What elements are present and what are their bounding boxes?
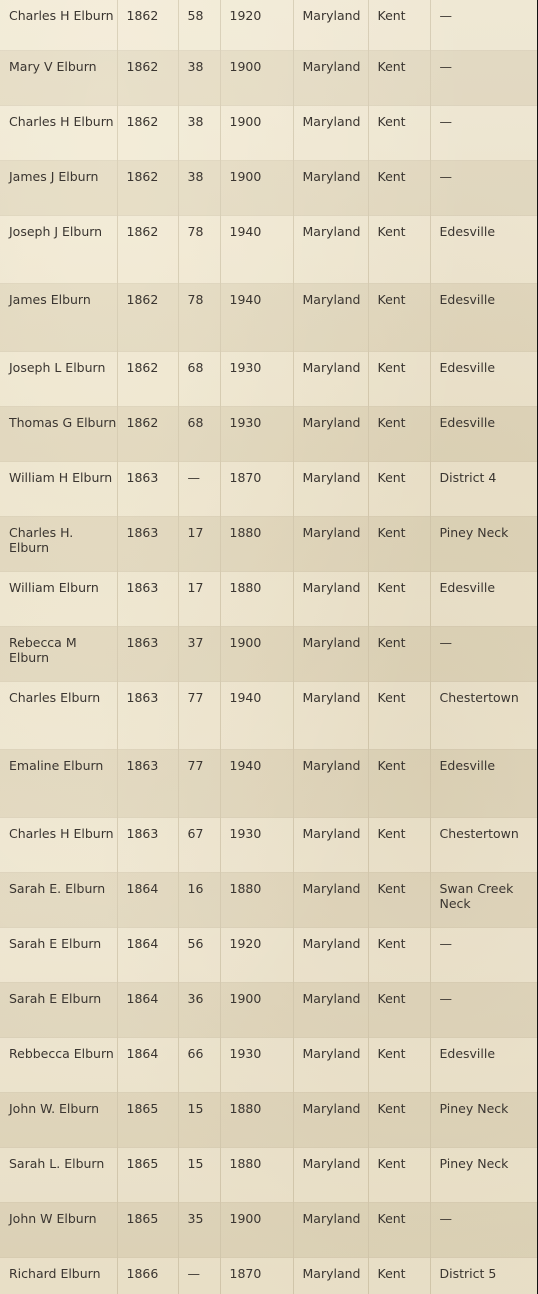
- name-cell: William H Elburn: [0, 462, 117, 517]
- place-cell: Edesville: [430, 407, 537, 462]
- state-cell: Maryland: [293, 682, 368, 750]
- state-cell: Maryland: [293, 517, 368, 572]
- age-cell: 66: [178, 1038, 220, 1093]
- birth-year-cell: 1862: [117, 106, 178, 161]
- birth-year-cell: 1862: [117, 284, 178, 352]
- place-cell: —: [430, 983, 537, 1038]
- place-cell: Piney Neck: [430, 1093, 537, 1148]
- county-cell: Kent: [368, 284, 430, 352]
- table-row[interactable]: [0, 517, 537, 572]
- county-cell: Kent: [368, 106, 430, 161]
- census-year-cell: 1940: [220, 750, 293, 818]
- census-year-cell: 1940: [220, 216, 293, 284]
- county-cell: Kent: [368, 627, 430, 682]
- census-year-cell: 1880: [220, 517, 293, 572]
- place-cell: Piney Neck: [430, 1148, 537, 1203]
- state-cell: Maryland: [293, 161, 368, 216]
- state-cell: Maryland: [293, 572, 368, 627]
- table-row[interactable]: [0, 161, 537, 216]
- place-cell: —: [430, 928, 537, 983]
- age-cell: 16: [178, 873, 220, 928]
- place-cell: —: [430, 627, 537, 682]
- table-row[interactable]: [0, 106, 537, 161]
- table-row[interactable]: [0, 1093, 537, 1148]
- state-cell: Maryland: [293, 983, 368, 1038]
- county-cell: Kent: [368, 1203, 430, 1258]
- age-cell: 17: [178, 517, 220, 572]
- place-cell: Edesville: [430, 352, 537, 407]
- age-cell: 38: [178, 51, 220, 106]
- county-cell: Kent: [368, 517, 430, 572]
- age-cell: —: [178, 462, 220, 517]
- birth-year-cell: 1864: [117, 928, 178, 983]
- census-year-cell: 1900: [220, 51, 293, 106]
- census-year-cell: 1920: [220, 0, 293, 51]
- table-row[interactable]: [0, 216, 537, 284]
- table-row[interactable]: [0, 818, 537, 873]
- place-cell: Chestertown: [430, 682, 537, 750]
- name-cell: Sarah E Elburn: [0, 928, 117, 983]
- age-cell: 36: [178, 983, 220, 1038]
- birth-year-cell: 1864: [117, 873, 178, 928]
- name-cell: John W Elburn: [0, 1203, 117, 1258]
- census-year-cell: 1940: [220, 682, 293, 750]
- state-cell: Maryland: [293, 284, 368, 352]
- age-cell: 78: [178, 216, 220, 284]
- table-row[interactable]: [0, 983, 537, 1038]
- place-cell: —: [430, 106, 537, 161]
- name-cell: Sarah E. Elburn: [0, 873, 117, 928]
- county-cell: Kent: [368, 352, 430, 407]
- age-cell: 35: [178, 1203, 220, 1258]
- age-cell: 15: [178, 1093, 220, 1148]
- census-year-cell: 1880: [220, 1148, 293, 1203]
- name-cell: John W. Elburn: [0, 1093, 117, 1148]
- table-row[interactable]: [0, 284, 537, 352]
- state-cell: Maryland: [293, 51, 368, 106]
- state-cell: Maryland: [293, 1093, 368, 1148]
- age-cell: 56: [178, 928, 220, 983]
- state-cell: Maryland: [293, 0, 368, 51]
- birth-year-cell: 1863: [117, 750, 178, 818]
- table-row[interactable]: [0, 873, 537, 928]
- name-cell: Rebbecca Elburn: [0, 1038, 117, 1093]
- table-row[interactable]: [0, 750, 537, 818]
- name-cell: Charles Elburn: [0, 682, 117, 750]
- birth-year-cell: 1863: [117, 462, 178, 517]
- age-cell: 77: [178, 750, 220, 818]
- state-cell: Maryland: [293, 407, 368, 462]
- birth-year-cell: 1864: [117, 983, 178, 1038]
- census-year-cell: 1870: [220, 1258, 293, 1294]
- table-row[interactable]: [0, 462, 537, 517]
- place-cell: —: [430, 161, 537, 216]
- county-cell: Kent: [368, 1038, 430, 1093]
- county-cell: Kent: [368, 1148, 430, 1203]
- census-year-cell: 1880: [220, 572, 293, 627]
- state-cell: Maryland: [293, 1148, 368, 1203]
- place-cell: Edesville: [430, 284, 537, 352]
- place-cell: Swan Creek Neck: [430, 873, 537, 928]
- birth-year-cell: 1862: [117, 161, 178, 216]
- county-cell: Kent: [368, 161, 430, 216]
- place-cell: District 4: [430, 462, 537, 517]
- name-cell: Rebecca M Elburn: [0, 627, 117, 682]
- table-row[interactable]: [0, 51, 537, 106]
- age-cell: —: [178, 1258, 220, 1294]
- table-row[interactable]: [0, 1203, 537, 1258]
- state-cell: Maryland: [293, 106, 368, 161]
- birth-year-cell: 1863: [117, 517, 178, 572]
- table-row[interactable]: [0, 352, 537, 407]
- census-year-cell: 1900: [220, 161, 293, 216]
- birth-year-cell: 1862: [117, 216, 178, 284]
- place-cell: —: [430, 51, 537, 106]
- age-cell: 38: [178, 161, 220, 216]
- birth-year-cell: 1865: [117, 1203, 178, 1258]
- census-year-cell: 1900: [220, 1203, 293, 1258]
- birth-year-cell: 1863: [117, 627, 178, 682]
- county-cell: Kent: [368, 462, 430, 517]
- birth-year-cell: 1865: [117, 1093, 178, 1148]
- county-cell: Kent: [368, 0, 430, 51]
- age-cell: 17: [178, 572, 220, 627]
- age-cell: 38: [178, 106, 220, 161]
- age-cell: 15: [178, 1148, 220, 1203]
- name-cell: Sarah E Elburn: [0, 983, 117, 1038]
- state-cell: Maryland: [293, 928, 368, 983]
- census-year-cell: 1900: [220, 106, 293, 161]
- table-row[interactable]: [0, 627, 537, 682]
- state-cell: Maryland: [293, 1258, 368, 1294]
- place-cell: Chestertown: [430, 818, 537, 873]
- county-cell: Kent: [368, 1093, 430, 1148]
- age-cell: 78: [178, 284, 220, 352]
- table-row[interactable]: [0, 928, 537, 983]
- place-cell: Edesville: [430, 750, 537, 818]
- county-cell: Kent: [368, 407, 430, 462]
- age-cell: 37: [178, 627, 220, 682]
- census-year-cell: 1930: [220, 407, 293, 462]
- name-cell: Charles H Elburn: [0, 818, 117, 873]
- state-cell: Maryland: [293, 1038, 368, 1093]
- county-cell: Kent: [368, 51, 430, 106]
- county-cell: Kent: [368, 682, 430, 750]
- birth-year-cell: 1863: [117, 818, 178, 873]
- name-cell: Richard Elburn: [0, 1258, 117, 1294]
- census-year-cell: 1900: [220, 983, 293, 1038]
- census-year-cell: 1940: [220, 284, 293, 352]
- place-cell: District 5: [430, 1258, 537, 1294]
- birth-year-cell: 1862: [117, 51, 178, 106]
- state-cell: Maryland: [293, 216, 368, 284]
- table-row[interactable]: [0, 1148, 537, 1203]
- county-cell: Kent: [368, 216, 430, 284]
- name-cell: Charles H Elburn: [0, 0, 117, 51]
- birth-year-cell: 1864: [117, 1038, 178, 1093]
- census-year-cell: 1880: [220, 1093, 293, 1148]
- name-cell: Joseph J Elburn: [0, 216, 117, 284]
- census-year-cell: 1900: [220, 627, 293, 682]
- table-row[interactable]: [0, 1258, 537, 1294]
- table-row[interactable]: [0, 1038, 537, 1093]
- birth-year-cell: 1866: [117, 1258, 178, 1294]
- county-cell: Kent: [368, 873, 430, 928]
- census-year-cell: 1930: [220, 1038, 293, 1093]
- county-cell: Kent: [368, 572, 430, 627]
- state-cell: Maryland: [293, 1203, 368, 1258]
- age-cell: 58: [178, 0, 220, 51]
- birth-year-cell: 1862: [117, 407, 178, 462]
- name-cell: Joseph L Elburn: [0, 352, 117, 407]
- table-row[interactable]: [0, 407, 537, 462]
- place-cell: —: [430, 1203, 537, 1258]
- name-cell: Thomas G Elburn: [0, 407, 117, 462]
- birth-year-cell: 1862: [117, 352, 178, 407]
- place-cell: Piney Neck: [430, 517, 537, 572]
- table-row[interactable]: [0, 682, 537, 750]
- place-cell: Edesville: [430, 1038, 537, 1093]
- place-cell: —: [430, 0, 537, 51]
- name-cell: James J Elburn: [0, 161, 117, 216]
- county-cell: Kent: [368, 1258, 430, 1294]
- census-year-cell: 1930: [220, 818, 293, 873]
- name-cell: Sarah L. Elburn: [0, 1148, 117, 1203]
- name-cell: Charles H. Elburn: [0, 517, 117, 572]
- county-cell: Kent: [368, 818, 430, 873]
- census-year-cell: 1870: [220, 462, 293, 517]
- county-cell: Kent: [368, 928, 430, 983]
- birth-year-cell: 1865: [117, 1148, 178, 1203]
- age-cell: 67: [178, 818, 220, 873]
- name-cell: Charles H Elburn: [0, 106, 117, 161]
- census-year-cell: 1880: [220, 873, 293, 928]
- age-cell: 68: [178, 407, 220, 462]
- state-cell: Maryland: [293, 750, 368, 818]
- birth-year-cell: 1863: [117, 572, 178, 627]
- age-cell: 77: [178, 682, 220, 750]
- census-year-cell: 1920: [220, 928, 293, 983]
- age-cell: 68: [178, 352, 220, 407]
- birth-year-cell: 1863: [117, 682, 178, 750]
- name-cell: William Elburn: [0, 572, 117, 627]
- table-row[interactable]: [0, 0, 537, 51]
- state-cell: Maryland: [293, 462, 368, 517]
- place-cell: Edesville: [430, 572, 537, 627]
- state-cell: Maryland: [293, 627, 368, 682]
- county-cell: Kent: [368, 983, 430, 1038]
- state-cell: Maryland: [293, 873, 368, 928]
- place-cell: Edesville: [430, 216, 537, 284]
- table-row[interactable]: [0, 572, 537, 627]
- state-cell: Maryland: [293, 352, 368, 407]
- census-year-cell: 1930: [220, 352, 293, 407]
- name-cell: Mary V Elburn: [0, 51, 117, 106]
- birth-year-cell: 1862: [117, 0, 178, 51]
- county-cell: Kent: [368, 750, 430, 818]
- name-cell: Emaline Elburn: [0, 750, 117, 818]
- state-cell: Maryland: [293, 818, 368, 873]
- name-cell: James Elburn: [0, 284, 117, 352]
